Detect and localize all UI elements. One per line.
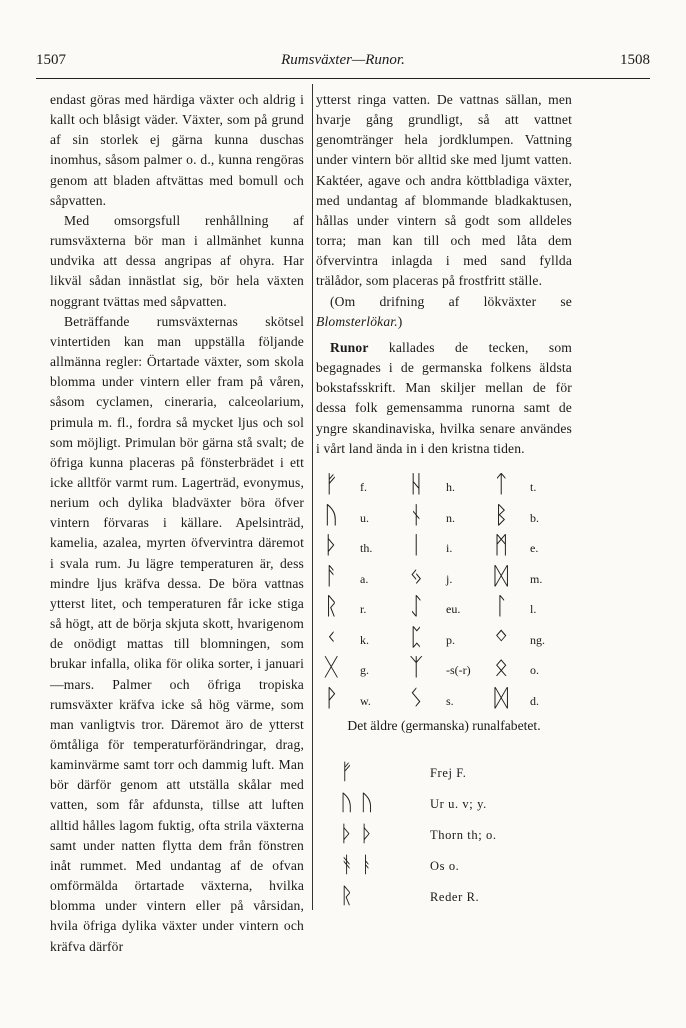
rune-value: -s(-r) (446, 663, 471, 677)
younger-rune-row (340, 791, 540, 821)
rune-glyph: ᚱ (324, 592, 339, 620)
rune-glyph: ᛟ (494, 653, 509, 681)
rune-glyph: ᛈ (409, 622, 424, 651)
header-rule (36, 78, 650, 79)
rune-value: w. (360, 693, 371, 708)
younger-rune-row (340, 884, 540, 914)
younger-rune-label: Os o. (430, 859, 460, 873)
younger-rune-glyph: ᚬ ᚭ (340, 853, 374, 878)
futhark-caption: Det äldre (germanska) runalfabetet. (347, 718, 541, 733)
page-header (36, 52, 650, 74)
right-paragraph-3 (316, 338, 572, 459)
rune-value: o. (530, 663, 539, 677)
left-paragraph-2: Med omsorgsfull renhållning af rumsväxterna bör man i allmänhet kunna undvika att dessa angripas af ohyra. Har likväl sådan innästlat sig, bör hela växten noggrant tvättas med såpvatten. (50, 212, 304, 309)
cross-ref-prefix: (Om drifning af lökväxter se (330, 293, 572, 309)
left-paragraph-3: Beträffande rumsväxternas skötsel vintertiden kan man uppställa följande allmänna regler: Örtartade växter, som skola blomma under vintern eller fram på våren, såsom cyclamen, cineraria, calceolarium, primula m. fl., fordra så mycket ljus och sol som möjligt. Primulan bör gärna stå svalt; de öfriga kunna placeras på fönsterbrädet i ett icke alltför varmt rum. Lagerträd, evonymus, nerium och dylika bladväxter böra öfver vintern förvaras i källare. Apelsinträd, kamelia, azalea, myrten öfvervintra däremot i svala rum. Ju lägre temperaturen är, dess mindre ljus kräfva dessa. De böra vattnas ytterst litet, och temperaturen får icke stiga så högt, att de börja skjuta skott, hvarigenom de onödigt mattas till blomningen, som brukar infalla, olika för olika sorter, i januari—mars. Palmer och öfriga tropiska rumsväxter kräfva icke så hög värme, som man vanligtvis tror. Däremot äro de ytterst ömtåliga för temperaturförändringar, drag, kaminvärme samt torr och dammig luft. Man bör därför genom att utställa skålar med vatten, som får afdunsta, tillse att luften alltid hålles lagom fuktig, ofta strila växterna samt under natten flytta dem från fönstren inåt rummet. Med undantag af de ofvan omförmälda örtartade växterna, hvilka blomma under vintern eller på vårsidan, hvila öfriga dylika växter under vintern och kräfva därför (50, 313, 304, 954)
rune-value: p. (446, 632, 455, 647)
rune-row (316, 500, 556, 531)
rune-glyph: ᚢ (324, 500, 339, 529)
rune-row (316, 561, 556, 592)
rune-glyph: ᚺ (409, 470, 424, 498)
rune-value: i. (446, 541, 453, 555)
left-paragraph-1: endast göras med härdiga växter och aldrig i kallt och blåsigt väder. Växter, som på grund af sin storlek ej gärna kunna duschas inomhus, såsom palmer o. d., kunna rengöras genom att bladen aftvättas med bomull och såpvatten. (50, 92, 304, 208)
rune-value: m. (530, 571, 543, 586)
column-divider (312, 84, 313, 910)
younger-rune-glyph: ᚦ ᚦ (340, 822, 374, 847)
rune-glyph: ᚠ (324, 470, 339, 498)
rune-row (316, 533, 556, 561)
rune-glyph: ᛚ (494, 592, 509, 620)
entry-body: kallades de tecken, som begagnades i de germanska folkens äldsta bokstafsskrift. Man skiljer mellan de för dessa folk gemensamma runorna samt de yngre skandinaviska, hvilka senare användes i vårt land ända in i den kristna tiden. (316, 339, 572, 456)
rune-glyph: ᛜ (494, 622, 509, 651)
rune-glyph: ᛞ (494, 683, 509, 712)
rune-value: l. (530, 602, 537, 616)
younger-rune-glyph: ᚢ ᚢ (340, 791, 374, 816)
younger-rune-row (340, 760, 540, 790)
rune-value: u. (360, 510, 369, 525)
rune-glyph: ᚨ (324, 561, 339, 590)
rune-glyph: ᛊ (409, 683, 424, 712)
rune-row (316, 655, 556, 683)
younger-rune-row (340, 822, 540, 852)
younger-rune-label: Reder R. (430, 890, 480, 904)
rune-value: a. (360, 571, 369, 586)
younger-rune-label: Ur u. v; y. (430, 797, 487, 811)
younger-rune-glyph: ᚱ (340, 884, 354, 909)
rune-value: r. (360, 602, 367, 616)
younger-rune-label: Thorn th; o. (430, 828, 497, 842)
rune-glyph: ᛗ (494, 531, 509, 559)
right-paragraph-2 (316, 292, 572, 332)
rune-glyph: ᛃ (409, 561, 424, 590)
entry-headword: Runor (330, 339, 369, 355)
rune-value: s. (446, 693, 454, 708)
rune-glyph: ᚹ (324, 683, 339, 712)
rune-row (316, 594, 556, 622)
rune-value: b. (530, 510, 539, 525)
rune-row (316, 683, 556, 714)
younger-rune-glyph: ᚠ (340, 760, 354, 785)
cross-ref-link: Blomsterlökar. (316, 313, 398, 329)
rune-value: ng. (530, 632, 545, 647)
rune-glyph: ᛏ (494, 470, 509, 498)
rune-value: e. (530, 541, 539, 555)
rune-glyph: ᚾ (409, 500, 424, 529)
rune-glyph: ᛇ (409, 592, 424, 620)
cross-ref-suffix: ) (397, 313, 403, 329)
rune-glyph: ᚷ (324, 653, 339, 681)
page-number-right: 1508 (620, 52, 650, 68)
rune-value: t. (530, 480, 537, 494)
rune-glyph: ᛉ (409, 653, 424, 681)
page-number-left: 1507 (36, 52, 66, 68)
rune-value: eu. (446, 602, 461, 616)
rune-value: th. (360, 541, 373, 555)
left-column (50, 90, 304, 957)
rune-value: g. (360, 663, 369, 677)
rune-glyph: ᛁ (409, 531, 424, 559)
rune-value: f. (360, 480, 367, 494)
rune-glyph: ᛒ (494, 500, 509, 529)
younger-rune-row (340, 853, 540, 883)
running-title: Rumsväxter—Runor. (281, 52, 405, 68)
rune-glyph: ᚲ (324, 622, 339, 651)
rune-value: j. (446, 571, 453, 586)
rune-row (316, 472, 556, 500)
rune-glyph: ᛞ (494, 561, 509, 590)
rune-glyph: ᚦ (324, 531, 339, 559)
rune-value: h. (446, 480, 455, 494)
right-column (316, 90, 572, 459)
right-paragraph-1: ytterst ringa vatten. De vattnas sällan, men hvarje gång grundligt, så att vattnet genomtränger hela jordklumpen. Vattning under vintern bör alltid ske med ljumt vatten. Kaktéer, agave och andra köttbladiga växter, med undantag af blommande bladkaktusen, hållas under vintern så godt som alldeles torra; man kan till och med låta dem öfvervintra inlagda i med sand fyllda trälådor, som placeras på frostfritt ställe. (316, 92, 572, 289)
rune-value: n. (446, 510, 455, 525)
rune-value: d. (530, 693, 539, 708)
younger-rune-label: Frej F. (430, 766, 467, 780)
rune-row (316, 622, 556, 653)
rune-value: k. (360, 632, 369, 647)
